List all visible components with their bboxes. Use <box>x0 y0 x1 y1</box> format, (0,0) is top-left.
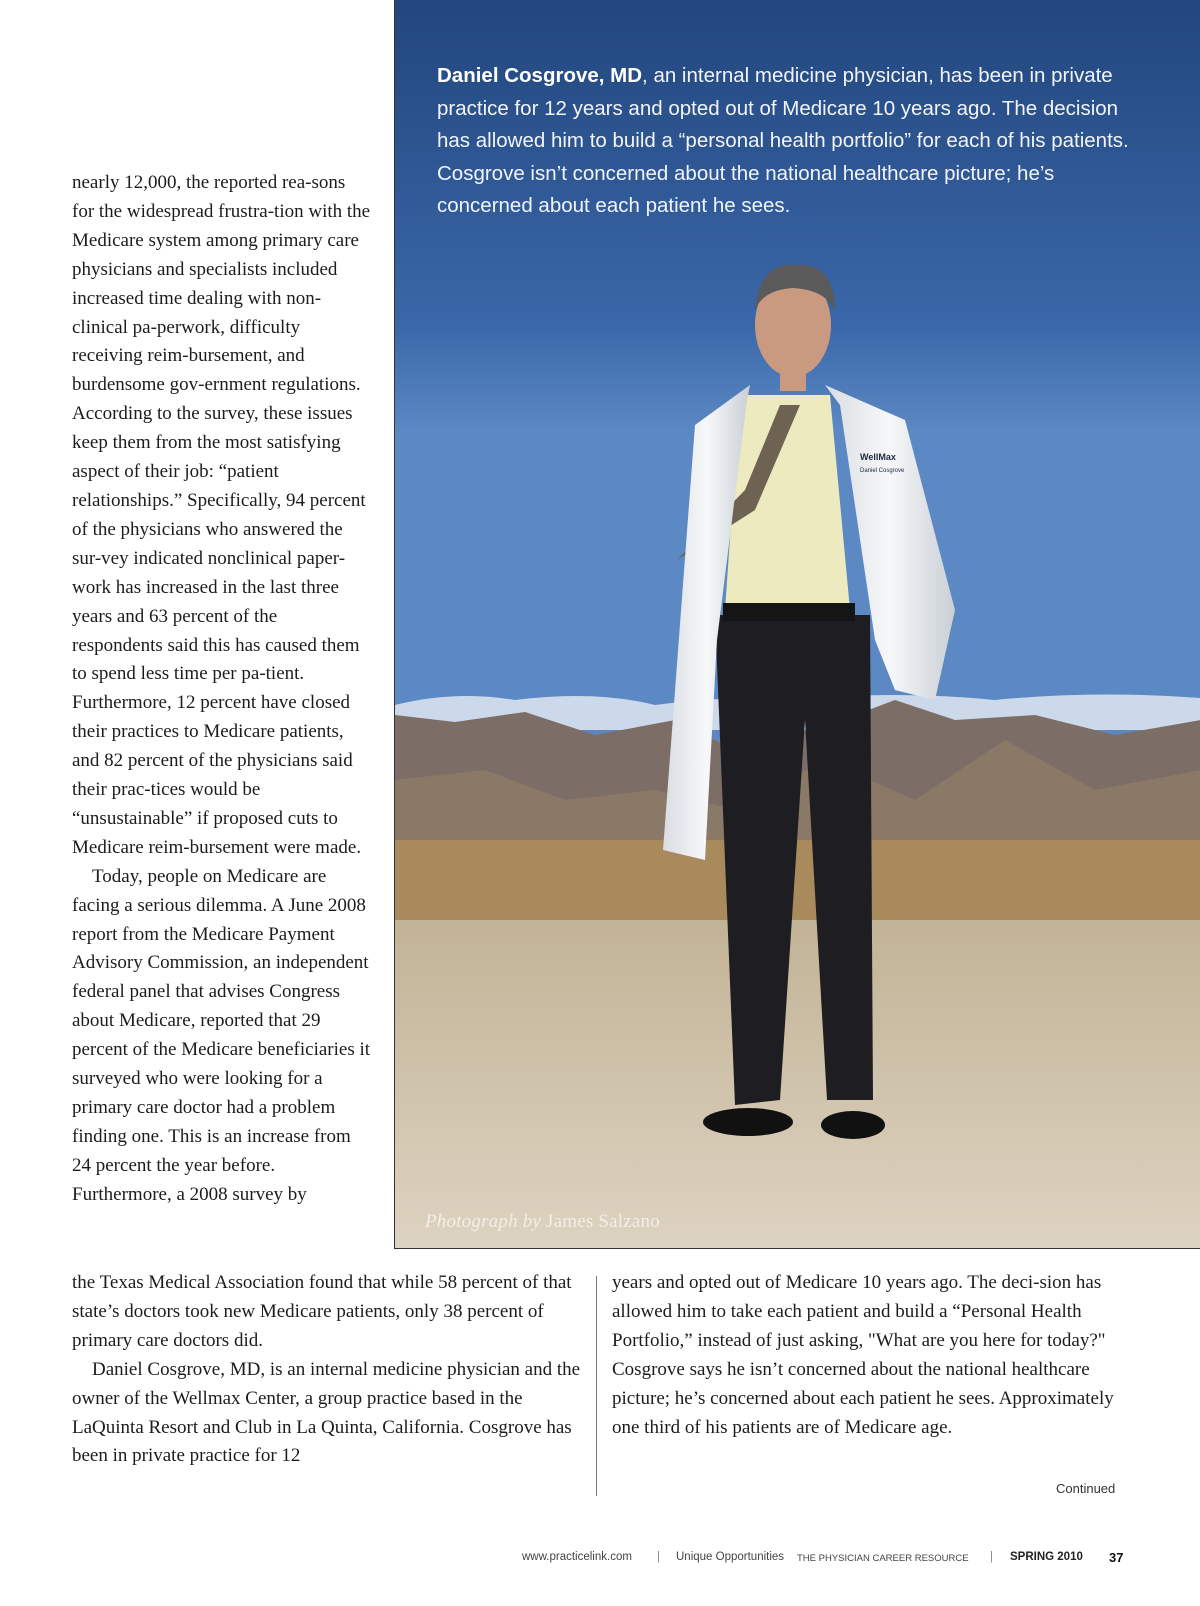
article-paragraph: Daniel Cosgrove, MD, is an internal medicine physician and the owner of the Wellmax Center, a group practice based in the LaQuinta Resort and Club in La Quinta, California. Cosgrove has been in private practice for 12 <box>72 1358 581 1467</box>
coat-name: Daniel Cosgrove <box>860 468 905 474</box>
photo-credit <box>425 1211 660 1233</box>
brush <box>395 840 1200 930</box>
footer-tagline: THE PHYSICIAN CAREER RESOURCE <box>797 1552 969 1564</box>
belt <box>723 603 855 621</box>
neck <box>780 365 806 391</box>
footer-season: SPRING 2010 <box>1010 1551 1083 1563</box>
footer-publication: Unique Opportunities <box>676 1551 785 1563</box>
caption-text: , an internal medicine physician, has been in private practice for 12 years and opted out of Medicare 10 years ago. The decision has allowed him to build a “personal health portfolio” for each of his patients. Cosgrove isn’t concerned about the national healthcare picture; he’s concerned about each patient he sees. <box>437 64 1129 218</box>
photo-caption <box>437 60 1137 223</box>
right-shoe <box>821 1111 885 1139</box>
caption-name: Daniel Cosgrove, MD <box>437 64 643 87</box>
photo-credit-prefix: Photograph by <box>425 1211 542 1232</box>
doctor-photo <box>394 0 1200 1249</box>
footer-separator: | <box>990 1551 993 1563</box>
sand <box>395 920 1200 1248</box>
article-column-bottom-left <box>72 1269 592 1471</box>
article-column-bottom-right <box>612 1269 1132 1442</box>
photographer-name: James Salzano <box>541 1211 660 1232</box>
article-paragraph: the Texas Medical Association found that while 58 percent of that state’s doctors took new Medicare patients, only 38 percent of primary care doctors did. <box>72 1272 572 1351</box>
article-paragraph: Today, people on Medicare are facing a serious dilemma. A June 2008 report from the Medicare Payment Advisory Commission, an independent federal panel that advises Congress about Medicare, reported that 29 percent of the Medicare beneficiaries it surveyed who were looking for a primary care doctor had a problem finding one. This is an increase from 24 percent the year before. Furthermore, a 2008 survey by <box>72 865 371 1205</box>
column-divider <box>596 1276 597 1496</box>
page-number: 37 <box>1109 1550 1124 1565</box>
continued-label: Continued <box>1056 1481 1116 1496</box>
footer-website-link[interactable]: www.practicelink.com <box>522 1551 632 1563</box>
footer-separator: | <box>657 1551 660 1563</box>
left-shoe <box>703 1108 793 1136</box>
page-footer <box>522 1551 1134 1571</box>
article-column-left <box>72 169 372 1210</box>
article-paragraph: years and opted out of Medicare 10 years ago. The deci-sion has allowed him to take each patient and build a “Personal Health Portfolio,” instead of just asking, "What are you here for today?" Cosgrove says he isn’t concerned about the national healthcare picture; he’s concerned about each patient he sees. Approximately one third of his patients are of Medicare age. <box>612 1272 1114 1438</box>
article-paragraph: nearly 12,000, the reported rea-sons for the widespread frustra-tion with the Medicare system among primary care physicians and specialists included increased time dealing with non-clinical pa-perwork, difficulty receiving reim-bursement, and burdensome gov-ernment regulations. According to the survey, these issues keep them from the most satisfying aspect of their job: “patient relationships.” Specifically, 94 percent of the physicians who answered the sur-vey indicated nonclinical paper-work has increased in the last three years and 63 percent of the respondents said this has caused them to spend less time per pa-tient. Furthermore, 12 percent have closed their practices to Medicare patients, and 82 percent of the physicians said their prac-tices would be “unsustainable” if proposed cuts to Medicare reim-bursement were made. <box>72 172 371 858</box>
coat-logo: WellMax <box>860 452 896 462</box>
